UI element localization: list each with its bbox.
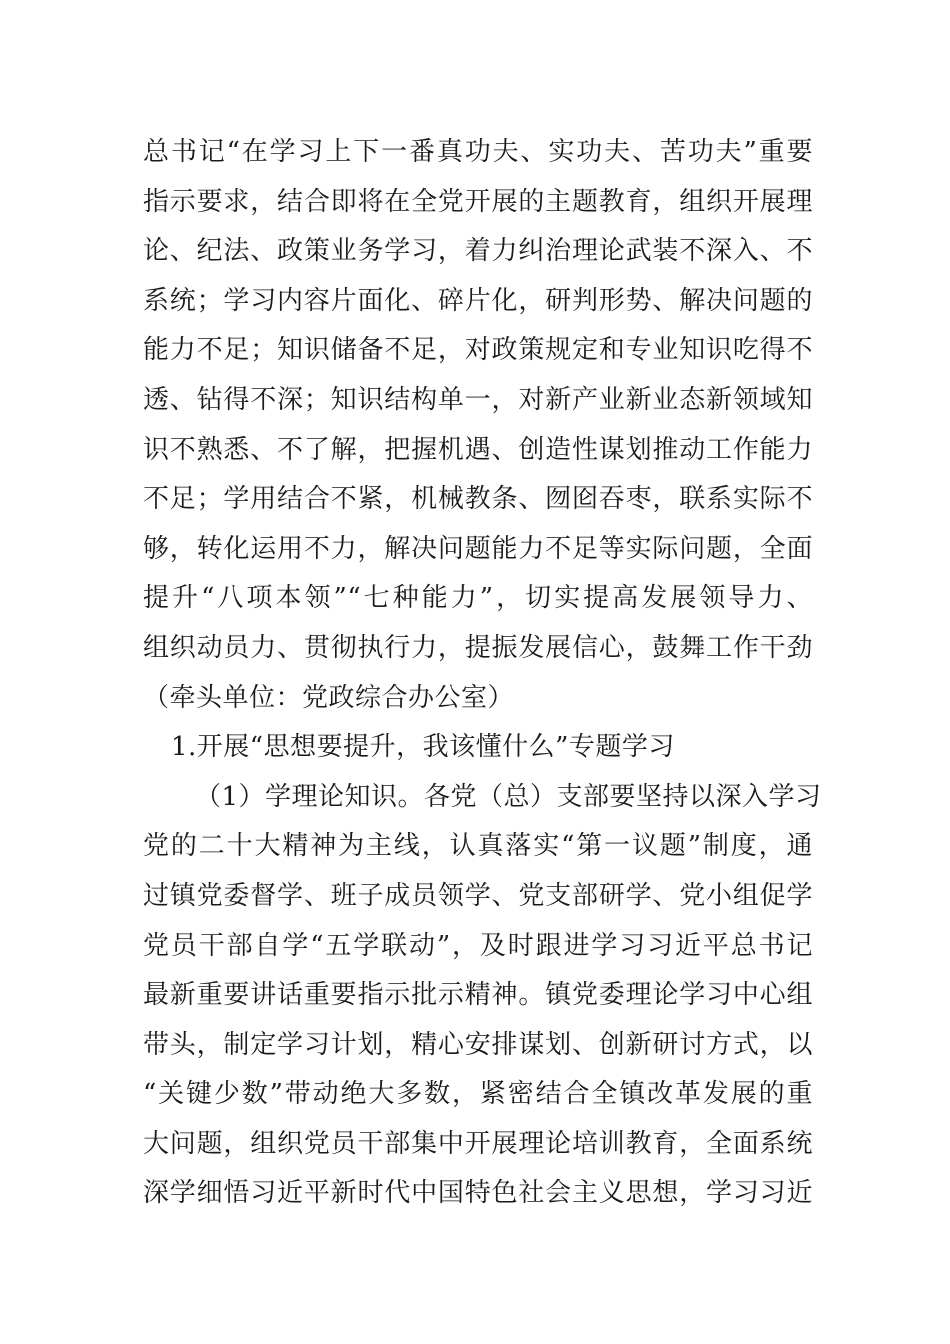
text-line: 指示要求，结合即将在全党开展的主题教育，组织开展理: [143, 186, 813, 217]
text-line: “关键少数”带动绝大多数，紧密结合全镇改革发展的重: [143, 1079, 813, 1110]
text-line: 带头，制定学习计划，精心安排谋划、创新研讨方式，以: [143, 1029, 813, 1060]
text-line: 不足；学用结合不紧，机械教条、囫囵吞枣，联系实际不: [143, 484, 813, 515]
text-line: 党员干部自学“五学联动”，及时跟进学习习近平总书记: [143, 930, 813, 961]
text-line: 论、纪法、政策业务学习，着力纠治理论武装不深入、不: [143, 236, 813, 267]
text-line: 透、钻得不深；知识结构单一，对新产业新业态新领域知: [143, 384, 813, 415]
text-line: 深学细悟习近平新时代中国特色社会主义思想，学习习近: [143, 1178, 813, 1209]
text-line: 够，转化运用不力，解决问题能力不足等实际问题，全面: [143, 533, 813, 564]
text-line: 系统；学习内容片面化、碎片化，研判形势、解决问题的: [143, 285, 813, 316]
text-line: 过镇党委督学、班子成员领学、党支部研学、党小组促学: [143, 880, 813, 911]
text-line: 总书记“在学习上下一番真功夫、实功夫、苦功夫”重要: [143, 137, 813, 167]
text-line: 组织动员力、贯彻执行力，提振发展信心，鼓舞工作干劲: [143, 632, 813, 663]
document-body: [143, 128, 822, 1219]
text-line: 能力不足；知识储备不足，对政策规定和专业知识吃得不: [143, 335, 813, 366]
subsection-line: （1）学理论知识。各党（总）支部要坚持以深入学习: [195, 781, 822, 812]
text-line: 识不熟悉、不了解，把握机遇、创造性谋划推动工作能力: [143, 434, 813, 465]
section-heading: 1.开展“思想要提升，我该懂什么”专题学习: [171, 732, 675, 763]
text-line: 党的二十大精神为主线，认真落实“第一议题”制度，通: [143, 831, 813, 862]
text-line-lead-unit: （牵头单位：党政综合办公室）: [143, 682, 515, 713]
text-line: 大问题，组织党员干部集中开展理论培训教育，全面系统: [143, 1128, 813, 1159]
text-line: 提升“八项本领”“七种能力”，切实提高发展领导力、: [143, 583, 813, 614]
text-line: 最新重要讲话重要指示批示精神。镇党委理论学习中心组: [143, 980, 813, 1011]
